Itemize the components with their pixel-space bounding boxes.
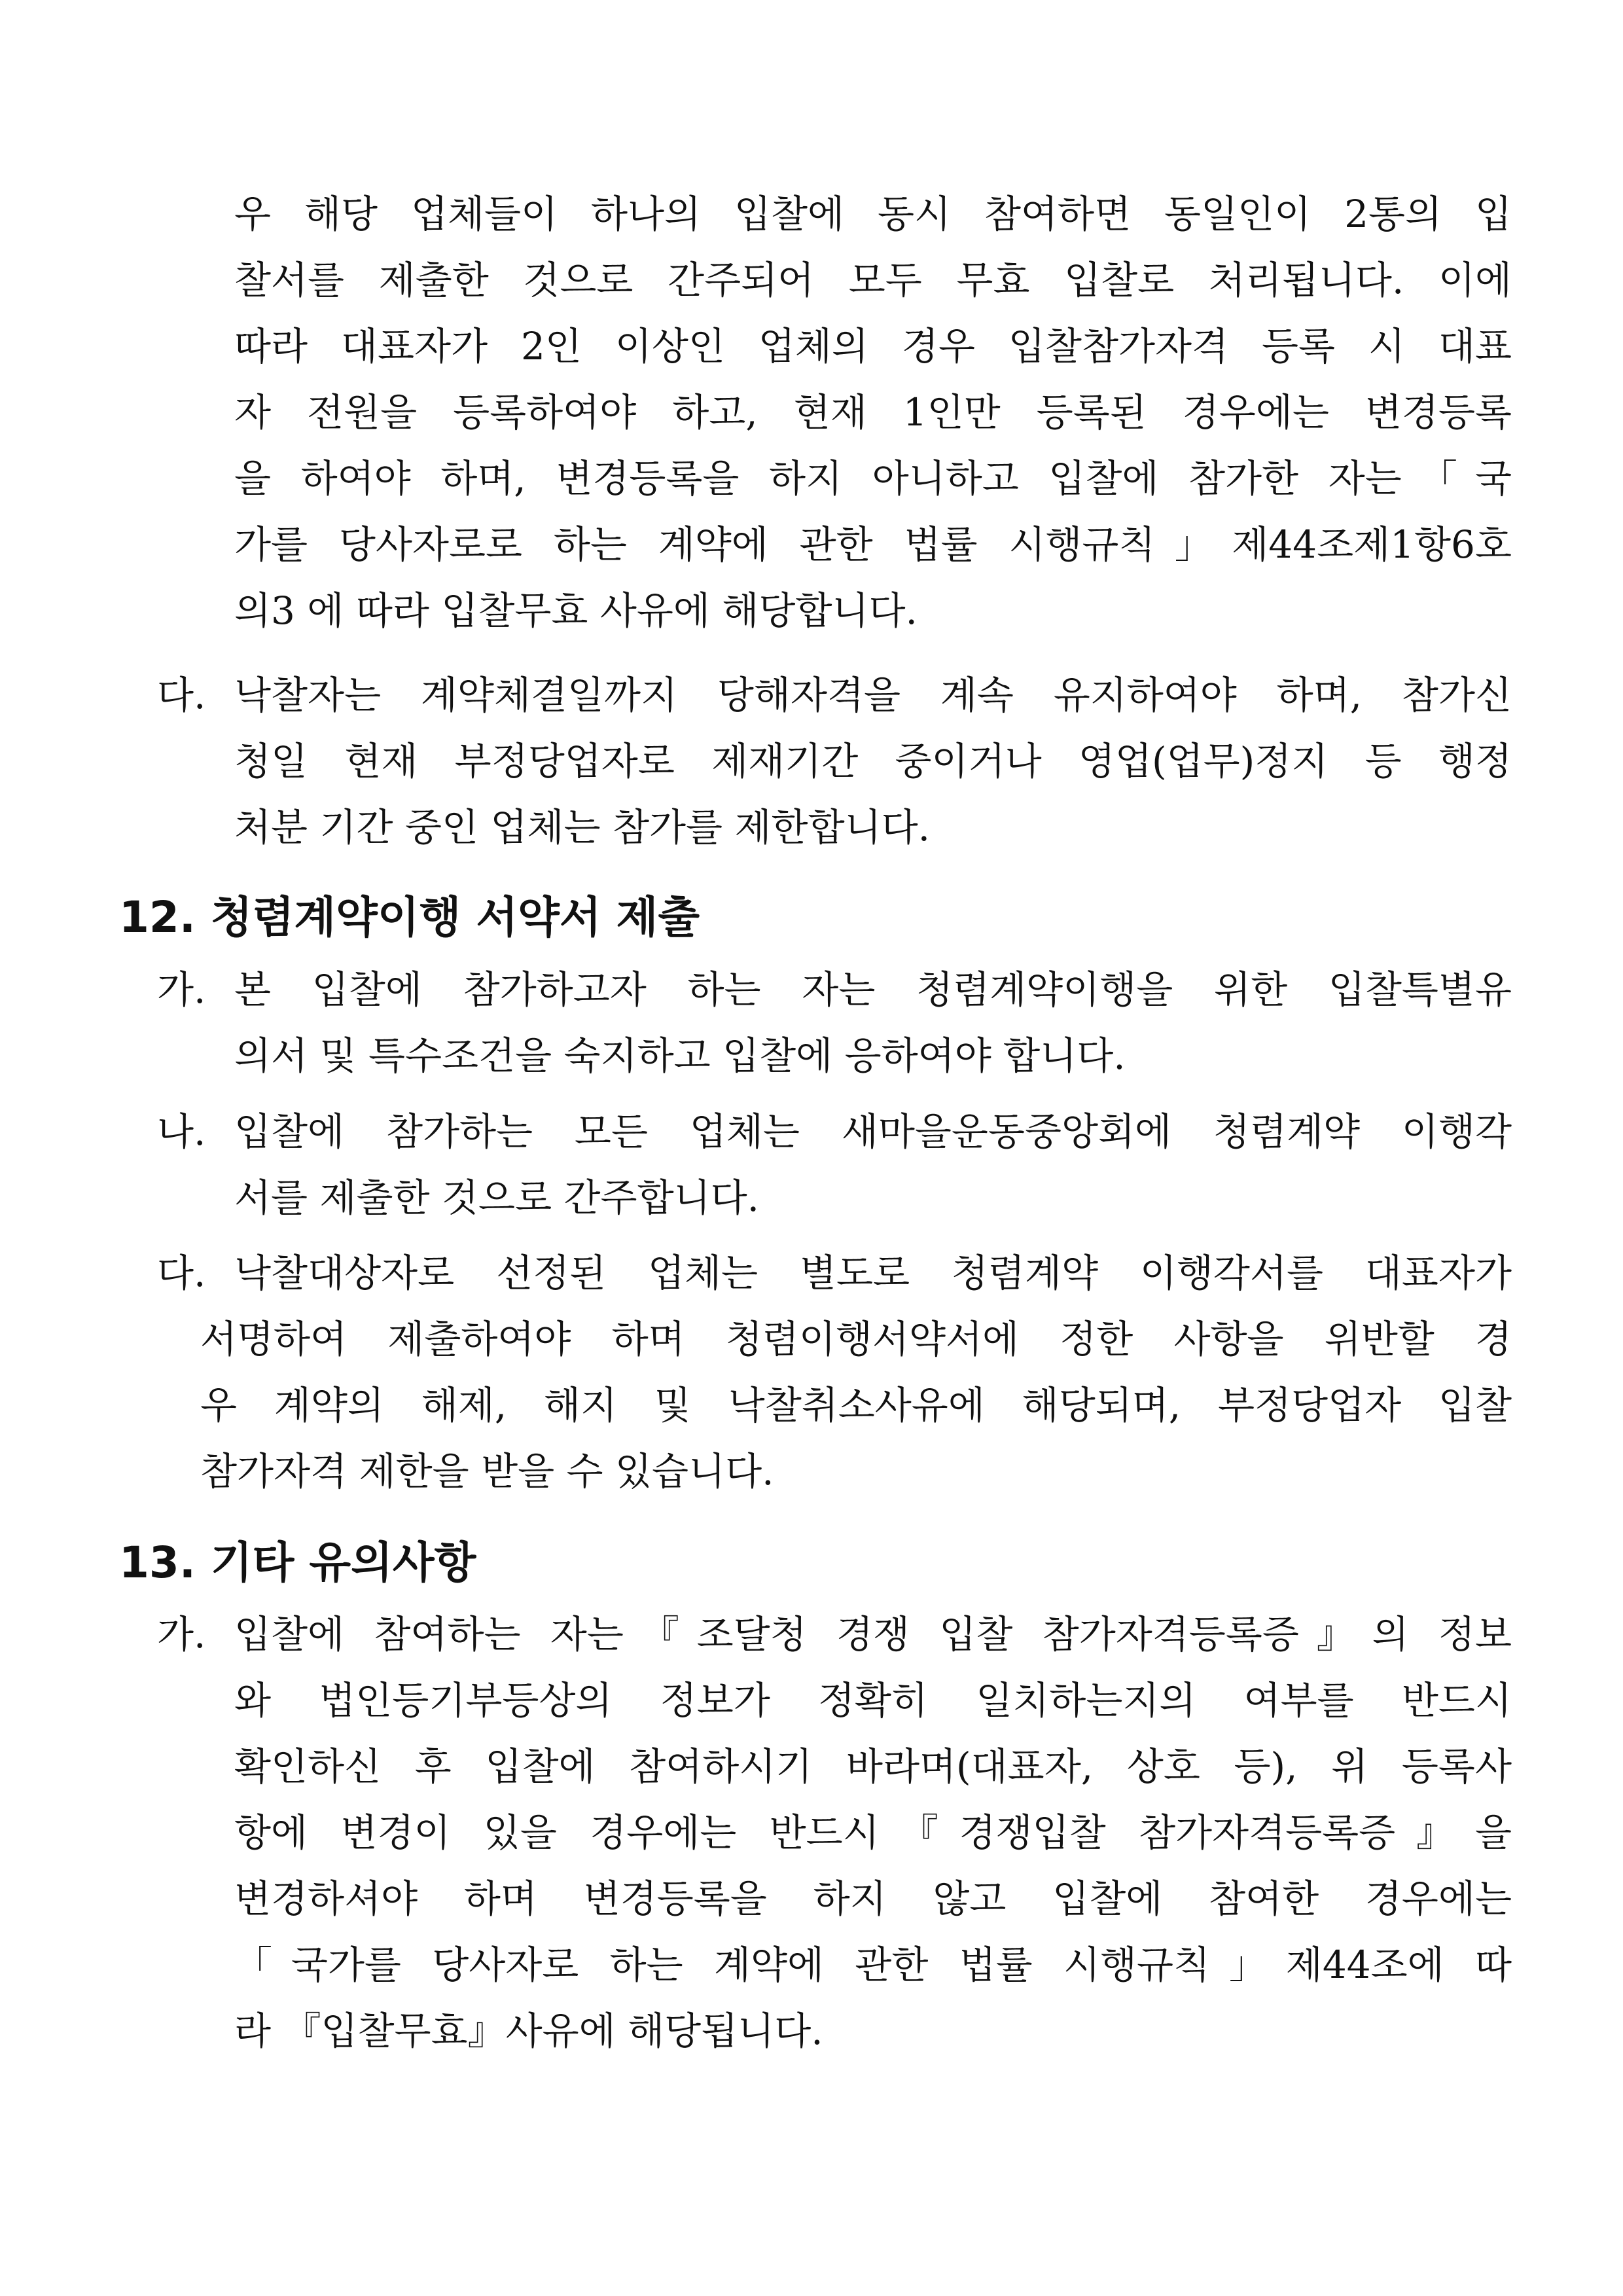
paragraph-line: 라 『입찰무효』사유에 해당됩니다. <box>234 2009 823 2053</box>
paragraph-line: 변경하셔야 하며 변경등록을 하지 않고 입찰에 참여한 경우에는 <box>234 1876 1512 1921</box>
paragraph-line: 「국가를 당사자로 하는 계약에 관한 법률 시행규칙」제44조에 따 <box>234 1943 1512 1987</box>
section-heading: 12. 청렴계약이행 서약서 제출 <box>119 892 700 942</box>
paragraph-line: 입찰에 참여하는 자는『조달청 경쟁 입찰 참가자격등록증』의 정보 <box>234 1612 1512 1657</box>
paragraph-line: 청일 현재 부정당업자로 제재기간 중이거나 영업(업무)정지 등 행정 <box>234 739 1512 783</box>
paragraph-line: 의서 및 특수조건을 숙지하고 입찰에 응하여야 합니다. <box>234 1033 1126 1078</box>
paragraph-line: 따라 대표자가 2인 이상인 업체의 경우 입찰참가자격 등록 시 대표 <box>234 324 1512 368</box>
paragraph-line: 을 하여야 하며, 변경등록을 하지 아니하고 입찰에 참가한 자는「국 <box>234 456 1512 501</box>
list-marker: 가. <box>157 1612 206 1657</box>
paragraph-line: 찰서를 제출한 것으로 간주되어 모두 무효 입찰로 처리됩니다. 이에 <box>234 258 1512 302</box>
paragraph-line: 의3 에 따라 입찰무효 사유에 해당합니다. <box>234 588 918 633</box>
paragraph-line: 우 해당 업체들이 하나의 입찰에 동시 참여하면 동일인이 2통의 입 <box>234 192 1512 236</box>
paragraph-line: 본 입찰에 참가하고자 하는 자는 청렴계약이행을 위한 입찰특별유 <box>234 967 1512 1012</box>
paragraph-line: 가를 당사자로로 하는 계약에 관한 법률 시행규칙」제44조제1항6호 <box>234 522 1512 567</box>
paragraph-line: 참가자격 제한을 받을 수 있습니다. <box>200 1449 774 1494</box>
paragraph-line: 항에 변경이 있을 경우에는 반드시『경쟁입찰 참가자격등록증』을 <box>234 1810 1512 1855</box>
paragraph-line: 자 전원을 등록하여야 하고, 현재 1인만 등록된 경우에는 변경등록 <box>234 390 1512 435</box>
paragraph-line: 우 계약의 해제, 해지 및 낙찰취소사유에 해당되며, 부정당업자 입찰 <box>200 1383 1512 1427</box>
paragraph-line: 서명하여 제출하여야 하며 청렴이행서약서에 정한 사항을 위반할 경 <box>200 1317 1512 1361</box>
list-marker: 나. <box>157 1109 206 1154</box>
paragraph-line: 낙찰자는 계약체결일까지 당해자격을 계속 유지하여야 하며, 참가신 <box>234 673 1512 717</box>
list-marker: 다. <box>157 1251 206 1295</box>
paragraph-line: 서를 제출한 것으로 간주합니다. <box>234 1175 760 1220</box>
list-marker: 다. <box>157 673 206 717</box>
paragraph-line: 입찰에 참가하는 모든 업체는 새마을운동중앙회에 청렴계약 이행각 <box>234 1109 1512 1154</box>
paragraph-line: 확인하신 후 입찰에 참여하시기 바라며(대표자, 상호 등), 위 등록사 <box>234 1744 1512 1789</box>
paragraph-line: 낙찰대상자로 선정된 업체는 별도로 청렴계약 이행각서를 대표자가 <box>234 1251 1512 1295</box>
paragraph-line: 와 법인등기부등상의 정보가 정확히 일치하는지의 여부를 반드시 <box>234 1678 1512 1723</box>
list-marker: 가. <box>157 967 206 1012</box>
paragraph-line: 처분 기간 중인 업체는 참가를 제한합니다. <box>234 805 931 850</box>
section-heading: 13. 기타 유의사항 <box>119 1537 476 1588</box>
